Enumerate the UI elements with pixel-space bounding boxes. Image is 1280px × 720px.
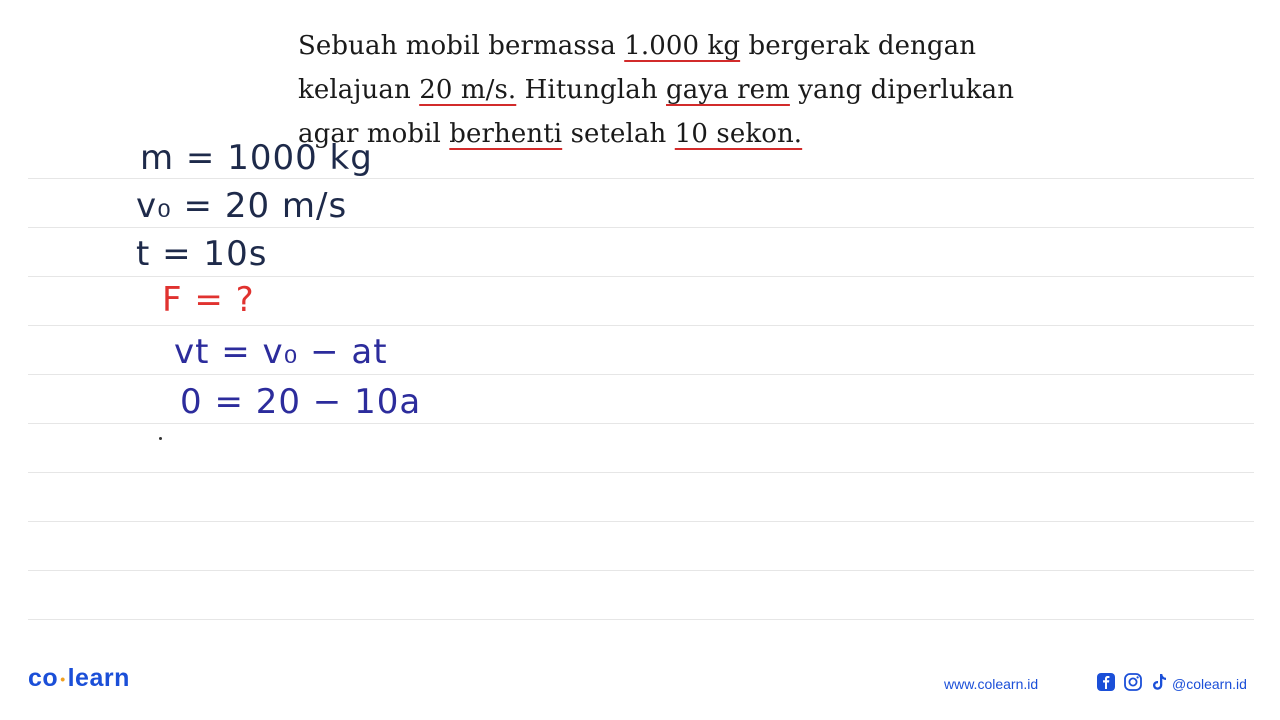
logo-dot-icon: • [60, 671, 66, 688]
problem-line-3: agar mobil berhenti setelah 10 sekon. [298, 119, 803, 149]
underlined-brake-force: gaya rem [666, 75, 790, 105]
asked-force: F = ? [162, 280, 255, 320]
ruled-line [28, 521, 1254, 522]
ruled-line [28, 227, 1254, 228]
ruled-line [28, 570, 1254, 571]
ruled-line [28, 276, 1254, 277]
underlined-time: 10 sekon. [674, 119, 803, 149]
equation-substituted: 0 = 20 − 10a [180, 382, 422, 422]
given-initial-velocity: v₀ = 20 m/s [136, 186, 348, 226]
tiktok-icon[interactable] [1149, 672, 1169, 692]
pen-dot [159, 437, 162, 440]
underlined-speed: 20 m/s. [419, 75, 517, 105]
ruled-line [28, 325, 1254, 326]
ruled-line [28, 619, 1254, 620]
problem-line-1: Sebuah mobil bermassa 1.000 kg bergerak dengan [298, 31, 977, 61]
ruled-line [28, 423, 1254, 424]
underlined-mass: 1.000 kg [624, 31, 741, 61]
instagram-icon[interactable] [1123, 672, 1143, 692]
ruled-line [28, 374, 1254, 375]
website-link[interactable]: www.colearn.id [944, 676, 1039, 692]
problem-line-2: kelajuan 20 m/s. Hitunglah gaya rem yang diperlukan [298, 75, 1015, 105]
problem-statement [298, 24, 1015, 156]
underlined-stop: berhenti [449, 119, 563, 149]
facebook-icon[interactable] [1096, 672, 1116, 692]
given-time: t = 10s [136, 234, 268, 274]
given-mass: m = 1000 kg [140, 138, 373, 178]
social-handle[interactable]: @colearn.id [1172, 676, 1247, 692]
equation-velocity: vt = v₀ − at [174, 332, 388, 372]
ruled-line [28, 178, 1254, 179]
ruled-line [28, 472, 1254, 473]
colearn-logo: co •learn [28, 664, 130, 692]
